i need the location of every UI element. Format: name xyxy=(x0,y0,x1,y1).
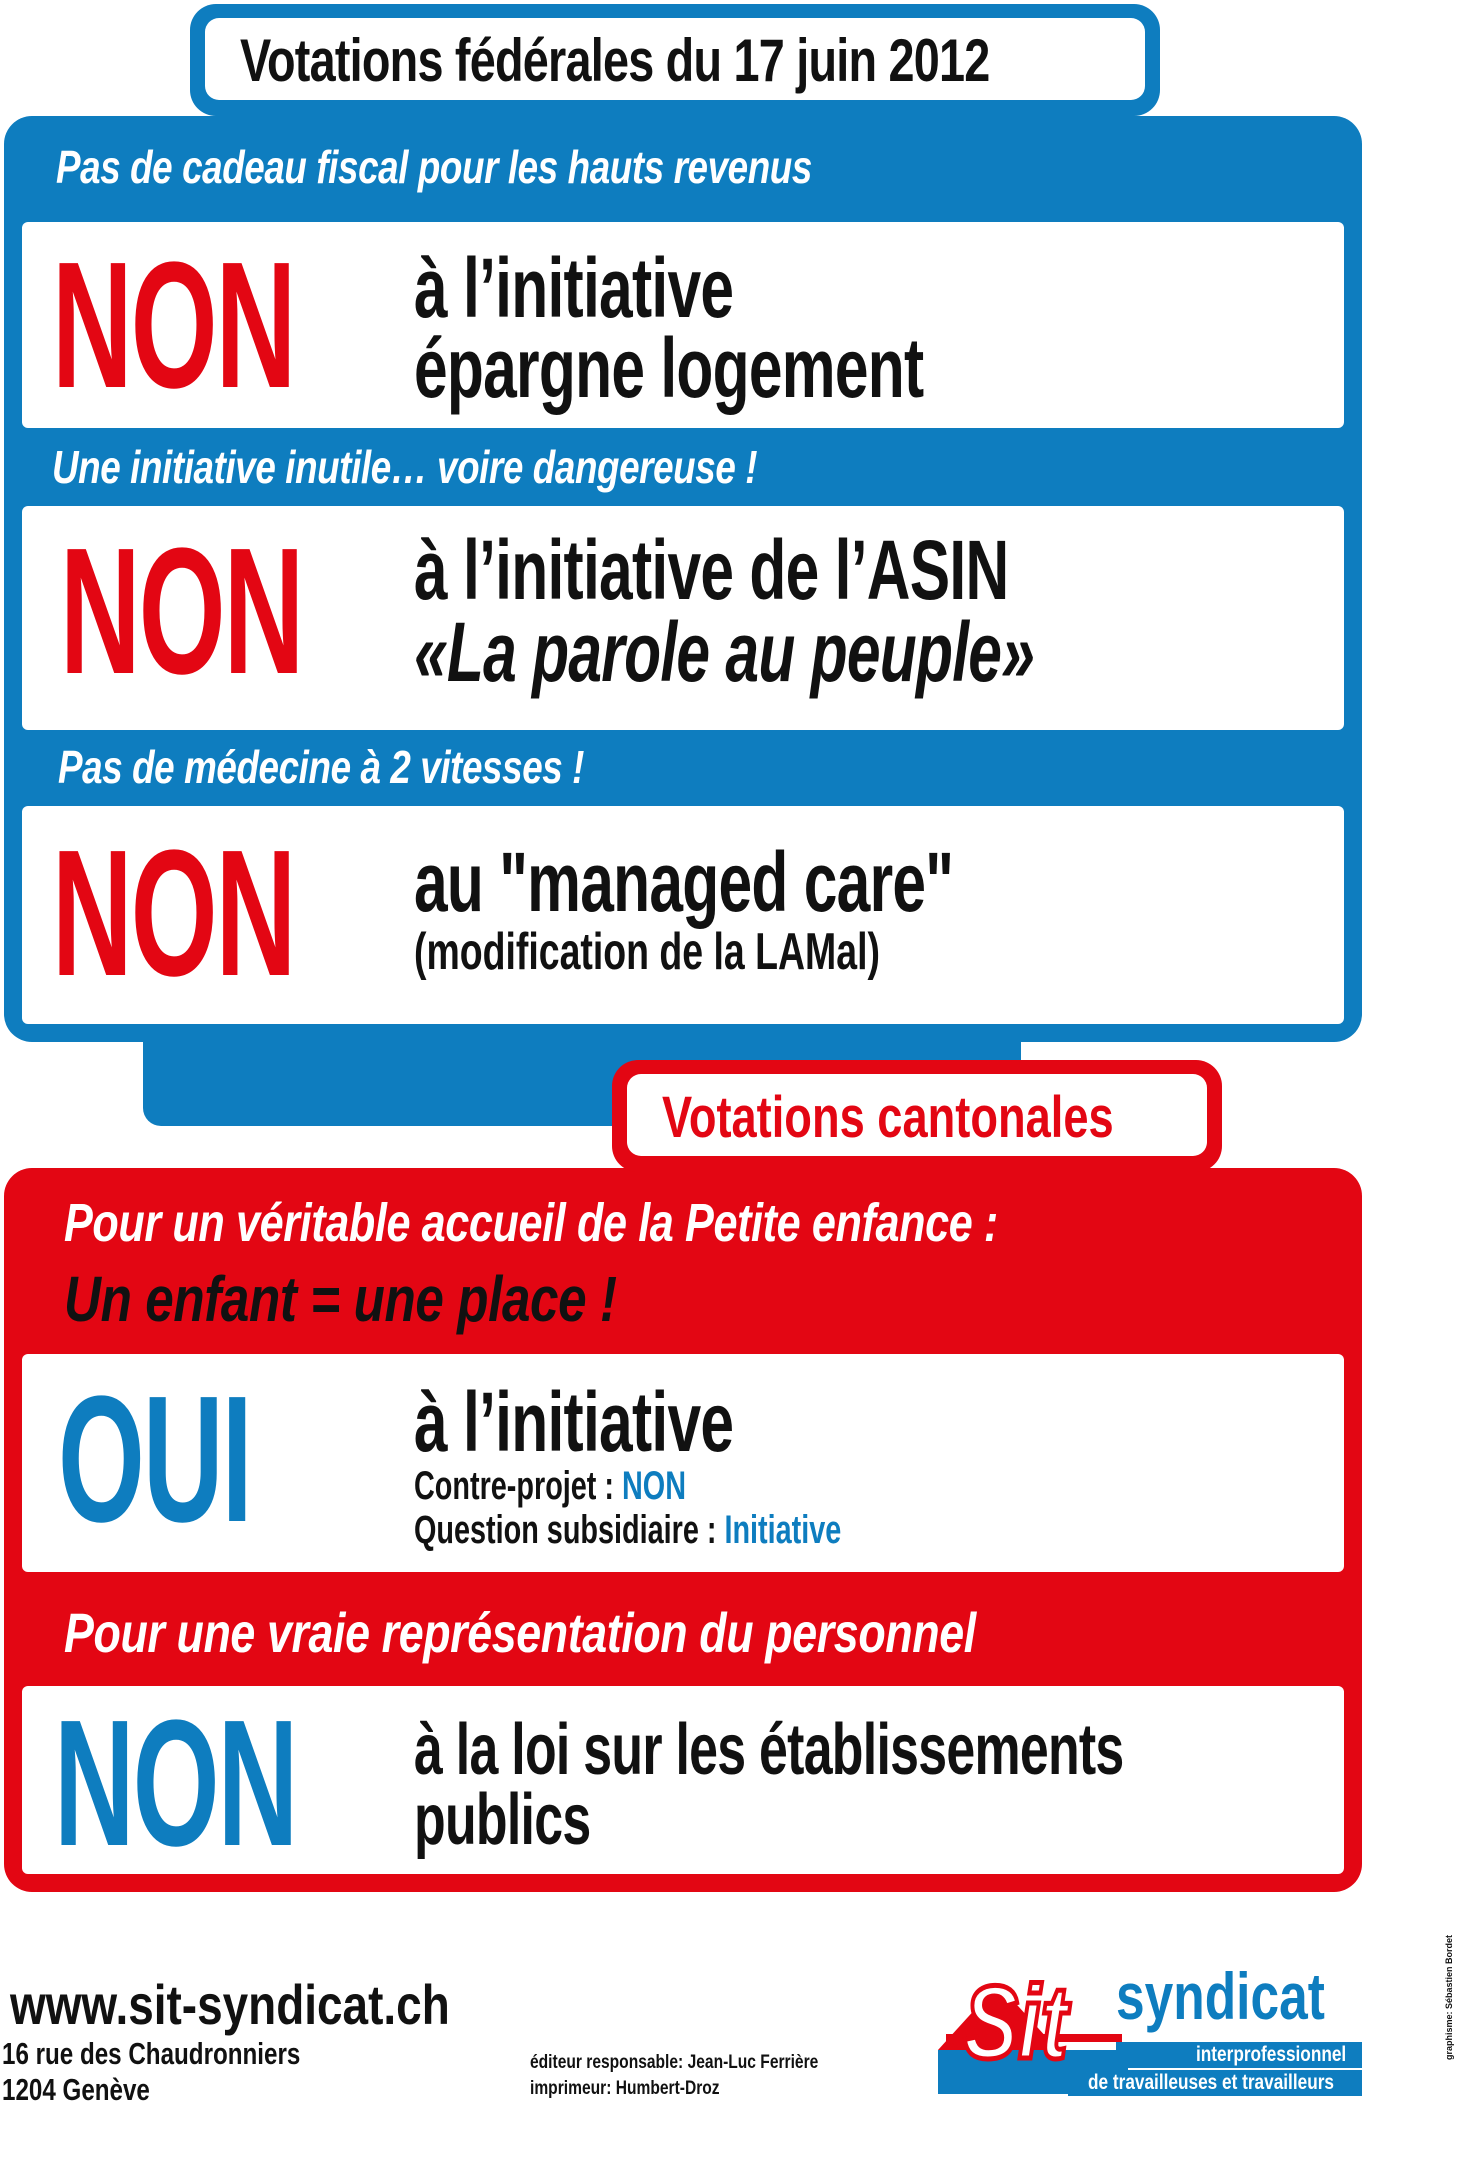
federal-item-2-line1: à l’initiative de l’ASIN xyxy=(414,523,1009,617)
cantonal-item-1-detail2 xyxy=(414,1510,841,1550)
cantonal-item-2-vote: NON xyxy=(54,1683,297,1884)
counter-project-value: NON xyxy=(621,1464,686,1508)
cantonal-item-1-detail1 xyxy=(414,1466,686,1506)
federal-item-3-vote: NON xyxy=(52,813,295,1014)
cantonal-item-1-vote: OUI xyxy=(58,1359,251,1560)
sit-logo-word: syndicat xyxy=(1116,1959,1325,2033)
website-link[interactable]: www.sit-syndicat.ch xyxy=(10,1973,450,2036)
counter-project-label: Contre-projet : xyxy=(414,1464,622,1508)
subsidiary-question-value: Initiative xyxy=(724,1508,842,1552)
address-line-1: 16 rue des Chaudronniers xyxy=(2,2036,301,2071)
federal-item-3-line1: au "managed care" xyxy=(414,835,954,929)
federal-item-2-line2: «La parole au peuple» xyxy=(414,605,1035,699)
federal-item-3-subheading: Pas de médecine à 2 vitesses ! xyxy=(58,741,585,793)
cantonal-item-2-subheading: Pour une vraie représentation du personnel xyxy=(64,1601,976,1664)
editor-credit: éditeur responsable: Jean-Luc Ferrière xyxy=(530,2052,819,2073)
federal-item-1-vote: NON xyxy=(52,225,295,426)
cantonal-item-2-line1: à la loi sur les établissements xyxy=(414,1710,1124,1790)
federal-item-1-line2: épargne logement xyxy=(414,321,924,415)
federal-item-1-line1: à l’initiative xyxy=(414,241,734,335)
cantonal-item-1-line1 xyxy=(414,1375,734,1469)
subsidiary-question-label: Question subsidiaire : xyxy=(414,1508,725,1552)
cantonal-item-2-line2: publics xyxy=(414,1780,591,1860)
sit-logo-mark-text: Sit xyxy=(964,1965,1068,2081)
sit-logo-line2: de travailleuses et travailleurs xyxy=(1088,2071,1334,2094)
federal-item-1-subheading: Pas de cadeau fiscal pour les hauts revenus xyxy=(56,141,812,193)
cantonal-item-1-subheading2: Un enfant = une place ! xyxy=(64,1263,617,1335)
graphic-credit: graphisme: Sébastien Bordet xyxy=(1444,1934,1454,2060)
federal-item-2-vote: NON xyxy=(60,511,303,712)
federal-item-2-subheading: Une initiative inutile… voire dangereuse ! xyxy=(52,441,758,493)
sit-logo xyxy=(938,1959,1362,2098)
address-line-2: 1204 Genève xyxy=(2,2072,150,2107)
federal-title: Votations fédérales du 17 juin 2012 xyxy=(240,27,990,94)
cantonal-item-1-subheading: Pour un véritable accueil de la Petite enfance : xyxy=(64,1193,998,1253)
cantonal-title: Votations cantonales xyxy=(662,1085,1114,1150)
cantonal-item-1-line1-text: à l’initiative xyxy=(414,1375,734,1469)
federal-item-3-line2: (modification de la LAMal) xyxy=(414,923,880,981)
printer-credit: imprimeur: Humbert-Droz xyxy=(530,2078,720,2099)
sit-logo-line1: interprofessionnel xyxy=(1196,2043,1347,2066)
